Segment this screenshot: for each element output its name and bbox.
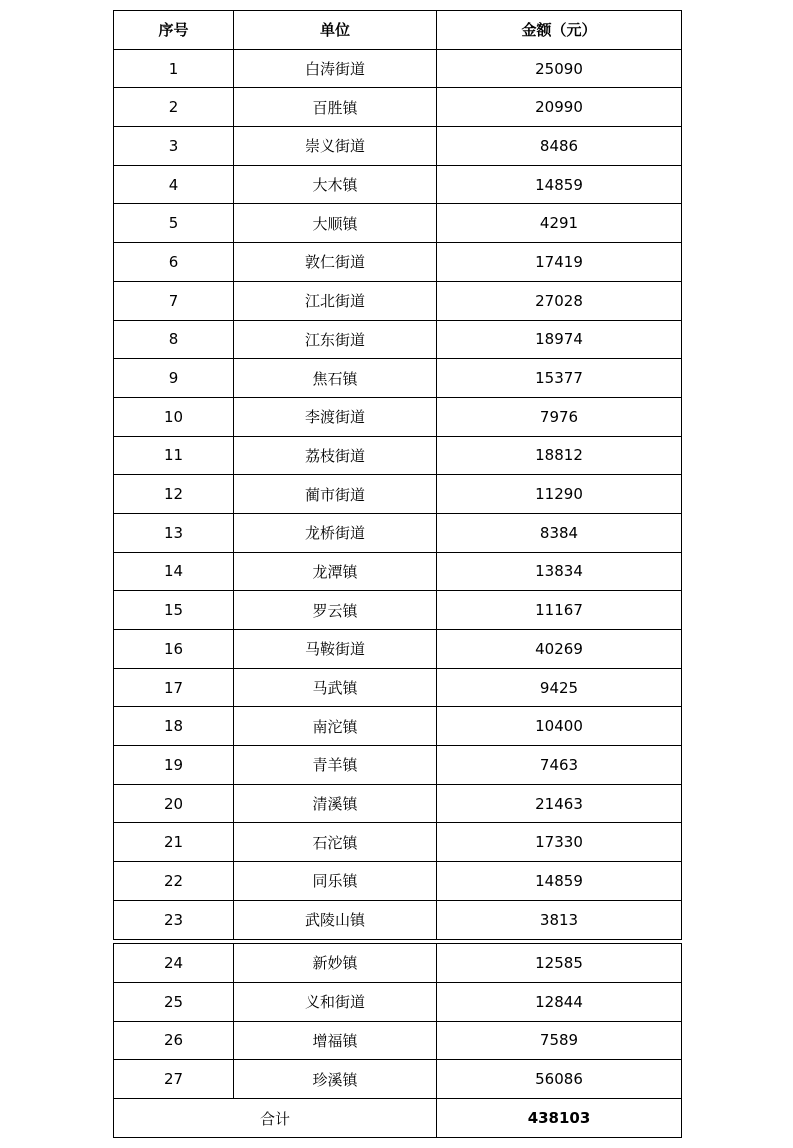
total-amount: 438103 — [437, 1099, 682, 1138]
table-row — [114, 475, 682, 514]
table-row — [114, 982, 682, 1021]
row-index: 25 — [114, 982, 234, 1021]
header-unit: 单位 — [234, 11, 437, 50]
row-unit: 清溪镇 — [234, 784, 437, 823]
table-row — [114, 397, 682, 436]
table-row — [114, 165, 682, 204]
table-header-row — [114, 11, 682, 50]
row-index: 24 — [114, 944, 234, 983]
row-amount: 20990 — [437, 88, 682, 127]
row-index: 9 — [114, 359, 234, 398]
row-amount: 40269 — [437, 630, 682, 669]
row-index: 17 — [114, 668, 234, 707]
row-index: 26 — [114, 1021, 234, 1060]
row-unit: 蔺市街道 — [234, 475, 437, 514]
row-index: 8 — [114, 320, 234, 359]
row-unit: 马鞍街道 — [234, 630, 437, 669]
total-row — [114, 1099, 682, 1138]
table-row — [114, 1021, 682, 1060]
row-index: 6 — [114, 243, 234, 282]
row-index: 5 — [114, 204, 234, 243]
table-row — [114, 944, 682, 983]
row-unit: 崇义街道 — [234, 127, 437, 166]
row-index: 7 — [114, 281, 234, 320]
row-unit: 大木镇 — [234, 165, 437, 204]
table-row — [114, 591, 682, 630]
row-amount: 27028 — [437, 281, 682, 320]
table-row — [114, 204, 682, 243]
row-unit: 罗云镇 — [234, 591, 437, 630]
row-amount: 25090 — [437, 49, 682, 88]
row-unit: 石沱镇 — [234, 823, 437, 862]
row-unit: 龙桥街道 — [234, 513, 437, 552]
row-amount: 17419 — [437, 243, 682, 282]
table-row — [114, 359, 682, 398]
row-index: 11 — [114, 436, 234, 475]
table-row — [114, 243, 682, 282]
table-row — [114, 746, 682, 785]
row-amount: 7463 — [437, 746, 682, 785]
row-amount: 56086 — [437, 1060, 682, 1099]
row-amount: 10400 — [437, 707, 682, 746]
row-index: 19 — [114, 746, 234, 785]
row-amount: 18812 — [437, 436, 682, 475]
row-amount: 12585 — [437, 944, 682, 983]
row-unit: 增福镇 — [234, 1021, 437, 1060]
header-amount: 金额（元） — [437, 11, 682, 50]
table-row — [114, 320, 682, 359]
table-row — [114, 552, 682, 591]
row-index: 27 — [114, 1060, 234, 1099]
table-row — [114, 900, 682, 939]
row-amount: 13834 — [437, 552, 682, 591]
row-index: 21 — [114, 823, 234, 862]
row-amount: 3813 — [437, 900, 682, 939]
table-row — [114, 513, 682, 552]
row-amount: 18974 — [437, 320, 682, 359]
row-amount: 12844 — [437, 982, 682, 1021]
table-row — [114, 49, 682, 88]
row-unit: 大顺镇 — [234, 204, 437, 243]
row-index: 3 — [114, 127, 234, 166]
row-unit: 江北街道 — [234, 281, 437, 320]
row-amount: 7589 — [437, 1021, 682, 1060]
row-index: 13 — [114, 513, 234, 552]
row-unit: 同乐镇 — [234, 862, 437, 901]
table-row — [114, 1060, 682, 1099]
table-row — [114, 823, 682, 862]
row-unit: 焦石镇 — [234, 359, 437, 398]
row-amount: 15377 — [437, 359, 682, 398]
row-amount: 7976 — [437, 397, 682, 436]
row-amount: 8486 — [437, 127, 682, 166]
row-amount: 14859 — [437, 165, 682, 204]
row-amount: 9425 — [437, 668, 682, 707]
amount-table-top — [113, 10, 682, 940]
table-row — [114, 88, 682, 127]
row-unit: 白涛街道 — [234, 49, 437, 88]
row-unit: 南沱镇 — [234, 707, 437, 746]
row-index: 16 — [114, 630, 234, 669]
table-row — [114, 862, 682, 901]
table-row — [114, 630, 682, 669]
row-index: 4 — [114, 165, 234, 204]
row-index: 1 — [114, 49, 234, 88]
row-amount: 21463 — [437, 784, 682, 823]
row-amount: 11290 — [437, 475, 682, 514]
row-unit: 义和街道 — [234, 982, 437, 1021]
row-unit: 武陵山镇 — [234, 900, 437, 939]
row-index: 2 — [114, 88, 234, 127]
row-unit: 荔枝街道 — [234, 436, 437, 475]
row-amount: 17330 — [437, 823, 682, 862]
row-index: 20 — [114, 784, 234, 823]
table-row — [114, 784, 682, 823]
row-unit: 龙潭镇 — [234, 552, 437, 591]
amount-table-bottom — [113, 943, 682, 1138]
row-unit: 百胜镇 — [234, 88, 437, 127]
row-amount: 4291 — [437, 204, 682, 243]
row-index: 23 — [114, 900, 234, 939]
table-row — [114, 281, 682, 320]
row-index: 15 — [114, 591, 234, 630]
table-row — [114, 668, 682, 707]
row-unit: 新妙镇 — [234, 944, 437, 983]
row-index: 22 — [114, 862, 234, 901]
row-unit: 江东街道 — [234, 320, 437, 359]
row-index: 14 — [114, 552, 234, 591]
table-row — [114, 707, 682, 746]
table-row — [114, 436, 682, 475]
table-row — [114, 127, 682, 166]
row-unit: 敦仁街道 — [234, 243, 437, 282]
row-unit: 青羊镇 — [234, 746, 437, 785]
row-unit: 李渡街道 — [234, 397, 437, 436]
total-label: 合计 — [114, 1099, 437, 1138]
row-index: 10 — [114, 397, 234, 436]
row-amount: 11167 — [437, 591, 682, 630]
header-index: 序号 — [114, 11, 234, 50]
row-amount: 14859 — [437, 862, 682, 901]
row-unit: 珍溪镇 — [234, 1060, 437, 1099]
row-amount: 8384 — [437, 513, 682, 552]
row-unit: 马武镇 — [234, 668, 437, 707]
row-index: 12 — [114, 475, 234, 514]
row-index: 18 — [114, 707, 234, 746]
